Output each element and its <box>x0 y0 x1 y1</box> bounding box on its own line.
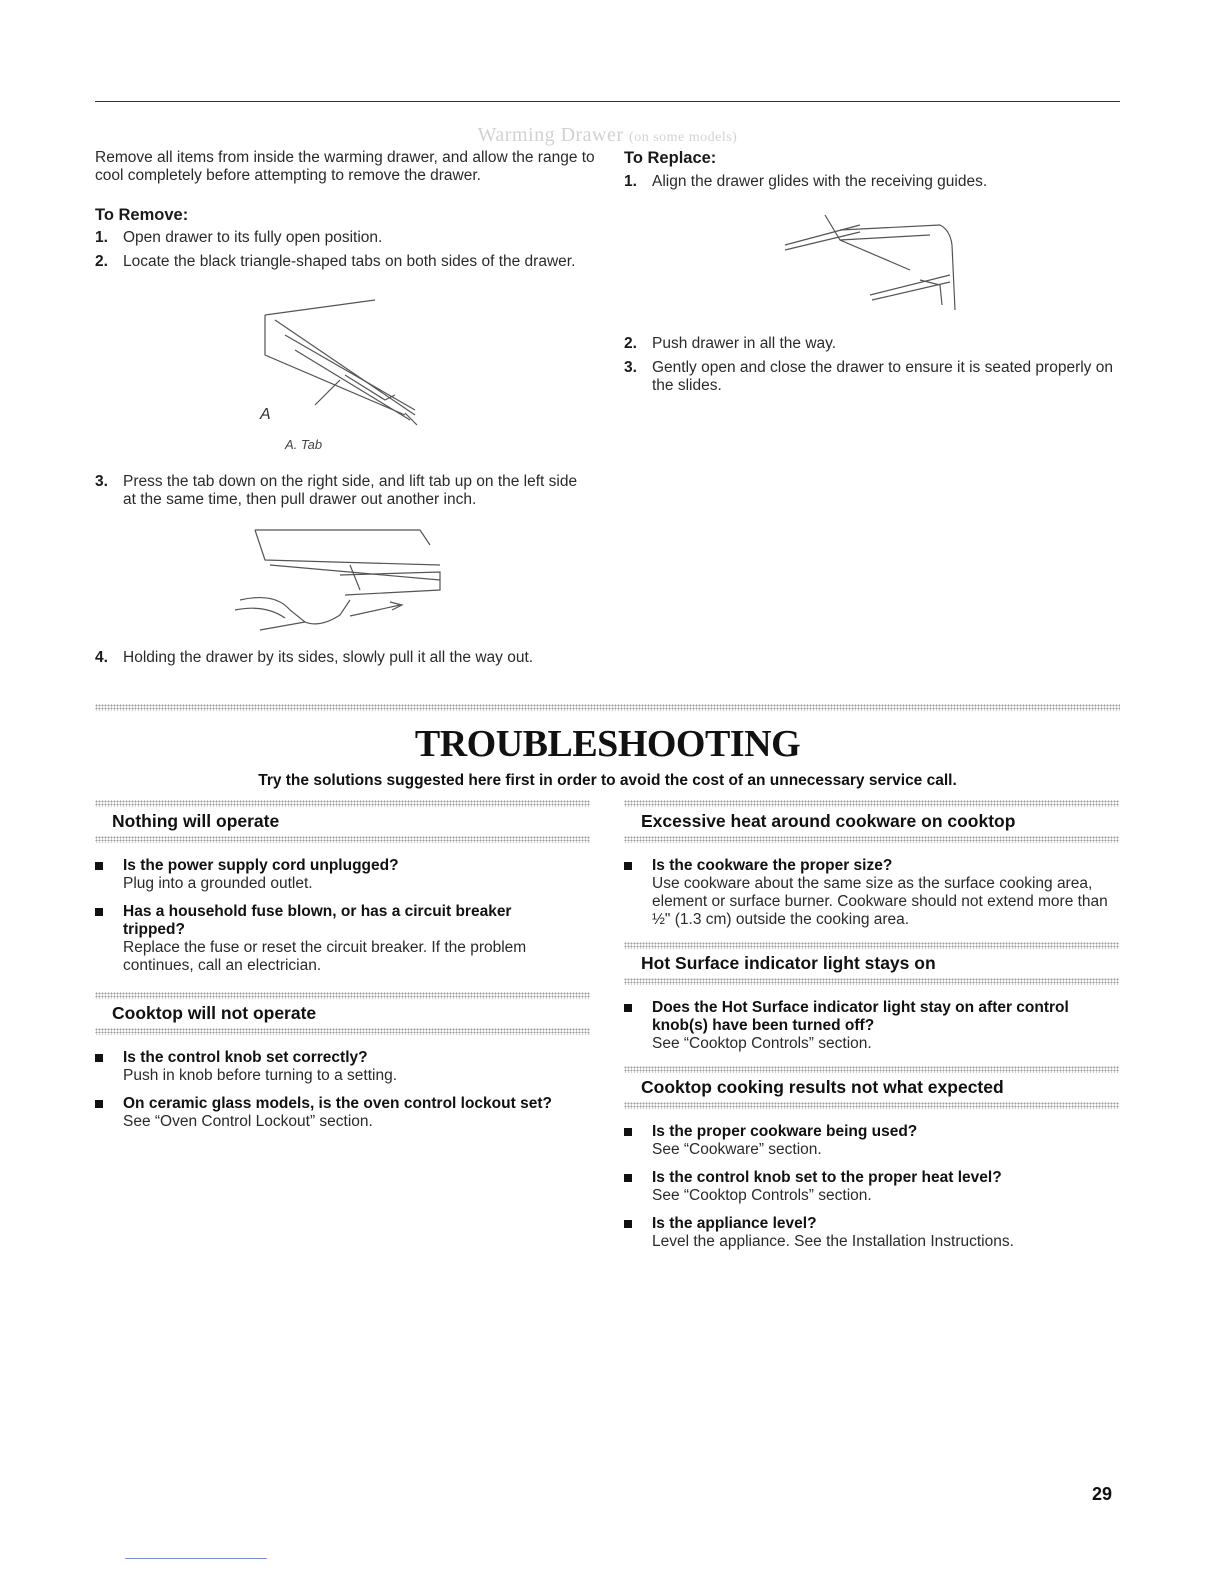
step-text: Push drawer in all the way. <box>652 335 837 352</box>
remove-step-4 <box>95 649 595 667</box>
bullet-icon <box>624 1220 632 1228</box>
figure-caption: A. Tab <box>285 437 323 452</box>
step-number: 1. <box>95 229 108 246</box>
figure-label-a: A <box>260 406 271 423</box>
step-number: 3. <box>624 359 637 376</box>
drawer-glides-illustration <box>780 200 980 315</box>
solution-question: Is the appliance level? <box>652 1215 817 1232</box>
bullet-icon <box>624 1128 632 1136</box>
step-number: 3. <box>95 473 108 490</box>
drawer-intro <box>95 149 595 185</box>
bullet-icon <box>624 862 632 870</box>
solution-answer: See “Oven Control Lockout” section. <box>123 1113 373 1130</box>
bullet-icon <box>95 862 103 870</box>
problem-heading: Nothing will operate <box>112 811 280 831</box>
bullet-icon <box>95 1054 103 1062</box>
solution-question: Is the cookware the proper size? <box>652 857 893 874</box>
step-number: 2. <box>95 253 108 270</box>
solution-item <box>624 1215 1119 1251</box>
problem-rule-top <box>624 942 1119 949</box>
solution-item <box>95 1049 590 1085</box>
step-number: 2. <box>624 335 637 352</box>
problem-rule-top <box>624 1066 1119 1073</box>
step-text: Open drawer to its fully open position. <box>123 229 383 246</box>
replace-step-1 <box>624 173 1119 191</box>
problem-rule-bottom <box>624 836 1119 843</box>
problem-rule-top <box>95 992 590 999</box>
solution-answer: See “Cooktop Controls” section. <box>652 1035 872 1052</box>
problem-cooktop-will-not-operate <box>95 992 590 1141</box>
solution-answer: Level the appliance. See the Installation Instructions. <box>652 1233 1014 1250</box>
solution-question: On ceramic glass models, is the oven control lockout set? <box>123 1095 552 1112</box>
step-number: 4. <box>95 649 108 666</box>
solution-question: Is the control knob set to the proper heat level? <box>652 1169 1002 1186</box>
remove-steps-1-2 <box>95 229 585 277</box>
step-text: Holding the drawer by its sides, slowly pull it all the way out. <box>123 649 534 666</box>
bullet-icon <box>624 1004 632 1012</box>
remove-step-2 <box>95 253 585 271</box>
problem-heading: Excessive heat around cookware on cooktop <box>641 811 1016 831</box>
solution-question: Is the proper cookware being used? <box>652 1123 918 1140</box>
replace-heading: To Replace: <box>624 149 717 167</box>
remove-step-3-block <box>95 473 590 515</box>
step-text: Gently open and close the drawer to ensure it is seated properly on the slides. <box>652 359 1113 394</box>
solution-item <box>624 999 1119 1053</box>
solution-item <box>95 857 590 893</box>
remove-heading: To Remove: <box>95 206 189 224</box>
problem-heading: Cooktop cooking results not what expected <box>641 1077 1004 1097</box>
drawer-intro-text: Remove all items from inside the warming drawer, and allow the range to cool completely before attempting to remove the drawer. <box>95 149 595 184</box>
solution-item <box>624 857 1119 929</box>
replace-steps-2-3 <box>624 335 1119 401</box>
replace-step-1-block <box>624 173 1119 197</box>
solution-item <box>95 1095 590 1131</box>
solution-question: Is the power supply cord unplugged? <box>123 857 399 874</box>
problem-rule-top <box>624 800 1119 807</box>
step-text: Align the drawer glides with the receiving guides. <box>652 173 988 190</box>
problem-cooking-results <box>624 1066 1119 1261</box>
problem-nothing-will-operate <box>95 800 590 985</box>
remove-step-3 <box>95 473 590 509</box>
solution-question: Does the Hot Surface indicator light stay on after control knob(s) have been turned off? <box>652 999 1069 1034</box>
solution-answer: Replace the fuse or reset the circuit breaker. If the problem continues, call an electrician. <box>123 939 527 974</box>
remove-heading-block <box>95 206 595 225</box>
section-title <box>95 124 1120 147</box>
problem-heading: Hot Surface indicator light stays on <box>641 953 936 973</box>
replace-step-2 <box>624 335 1119 353</box>
top-rule <box>95 101 1120 102</box>
problem-rule-bottom <box>624 1102 1119 1109</box>
step-text: Locate the black triangle-shaped tabs on both sides of the drawer. <box>123 253 576 270</box>
problem-excessive-heat <box>624 800 1119 939</box>
solution-answer: Use cookware about the same size as the surface cooking area, element or surface burner. Cookware should not extend more than ½" (1.3 cm) outside the cooking area. <box>652 875 1108 928</box>
drawer-tab-illustration <box>255 295 435 435</box>
troubleshooting-title: TROUBLESHOOTING <box>414 723 801 765</box>
section-title-suffix: (on some models) <box>629 130 738 145</box>
solution-question: Has a household fuse blown, or has a circuit breaker tripped? <box>123 903 512 938</box>
replace-heading-block <box>624 149 1119 168</box>
solution-answer: Plug into a grounded outlet. <box>123 875 313 892</box>
solution-answer: See “Cooktop Controls” section. <box>652 1187 872 1204</box>
step-text: Press the tab down on the right side, and lift tab up on the left side at the same time, then pull drawer out another inch. <box>123 473 578 508</box>
troubleshooting-intro: Try the solutions suggested here first in order to avoid the cost of an unnecessary service call. <box>258 772 957 789</box>
section-divider <box>95 704 1120 711</box>
drawer-pull-illustration <box>230 520 450 635</box>
bullet-icon <box>624 1174 632 1182</box>
problem-rule-top <box>95 800 590 807</box>
remove-step-4-block <box>95 649 595 673</box>
solution-item <box>95 903 590 975</box>
solution-answer: Push in knob before turning to a setting. <box>123 1067 398 1084</box>
remove-step-1 <box>95 229 585 247</box>
solution-question: Is the control knob set correctly? <box>123 1049 368 1066</box>
solution-item <box>624 1123 1119 1159</box>
problem-hot-surface-light <box>624 942 1119 1063</box>
page-number: 29 <box>1092 1484 1113 1504</box>
bullet-icon <box>95 908 103 916</box>
problem-heading: Cooktop will not operate <box>112 1003 317 1023</box>
section-title-text: Warming Drawer <box>477 124 624 146</box>
replace-step-3 <box>624 359 1119 395</box>
bullet-icon <box>95 1100 103 1108</box>
footer-line <box>125 1558 267 1559</box>
solution-answer: See “Cookware” section. <box>652 1141 822 1158</box>
step-number: 1. <box>624 173 637 190</box>
problem-rule-bottom <box>95 1028 590 1035</box>
problem-rule-bottom <box>95 836 590 843</box>
solution-item <box>624 1169 1119 1205</box>
problem-rule-bottom <box>624 978 1119 985</box>
